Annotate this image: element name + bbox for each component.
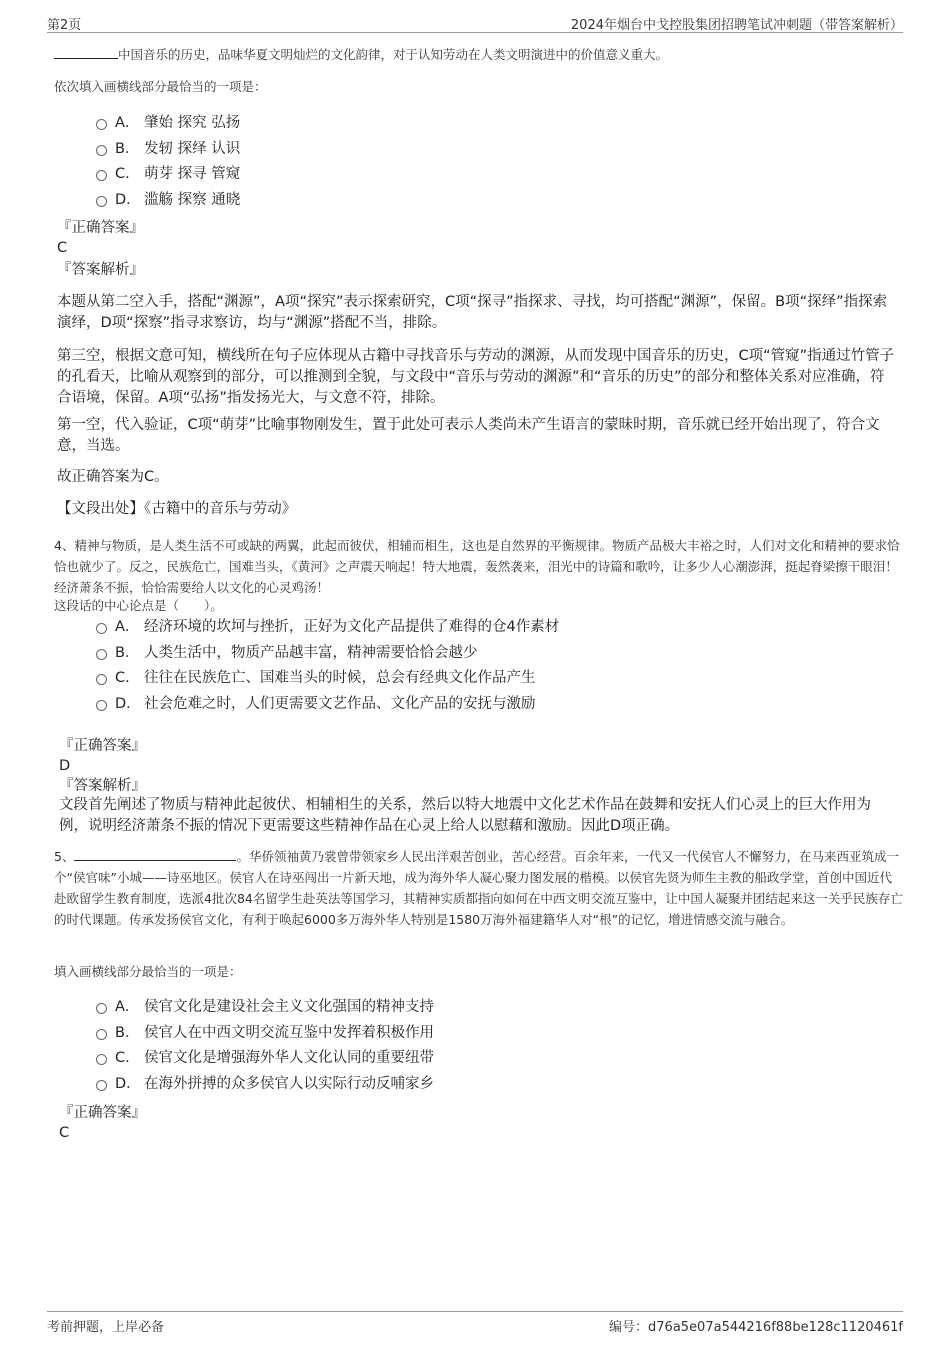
q3-analysis-p4: 故正确答案为C。: [57, 469, 169, 485]
q3-source: 【文段出处】《古籍中的音乐与劳动》: [57, 501, 297, 517]
fill-blank: [54, 45, 118, 59]
radio-icon[interactable]: [96, 119, 107, 130]
radio-icon[interactable]: [96, 1054, 107, 1065]
radio-icon[interactable]: [96, 145, 107, 156]
q4-analysis: 文段首先阐述了物质与精神此起彼伏、相辅相生的关系，然后以特大地震中文化艺术作品在鼓舞和安抚人们心灵上的巨大作用为例，说明经济萧条不振的情况下更需要这些精神作品在心灵上给人以慰藉和激励。因此D项正确。: [59, 797, 871, 834]
document-title: 2024年烟台中戈控股集团招聘笔试冲刺题（带答案解析）: [570, 18, 903, 33]
radio-icon[interactable]: [96, 1003, 107, 1014]
page-footer: [47, 1311, 903, 1334]
q5-answer-label: 『正确答案』: [59, 1105, 146, 1121]
q3-analysis-label: 『答案解析』: [57, 262, 144, 278]
footer-slogan: 考前押题，上岸必备: [47, 1320, 165, 1335]
q5-prompt: 填入画横线部分最恰当的一项是：: [54, 964, 242, 979]
radio-icon[interactable]: [96, 674, 107, 685]
code-value: d76a5e07a544216f88be128c1120461f: [648, 1320, 903, 1335]
radio-icon[interactable]: [96, 196, 107, 207]
page-number: 第2页: [47, 18, 82, 33]
radio-icon[interactable]: [96, 170, 107, 181]
document-code: [609, 1316, 903, 1335]
q4-stem: 4、精神与物质，是人类生活不可或缺的两翼，此起而彼伏，相辅而相生，这也是自然界的平衡规律。物质产品极大丰裕之时，人们对文化和精神的要求恰恰也就少了。反之，民族危亡，国难当头，《黄河》之声震天响起！特大地震，轰然袭来，泪光中的诗篇和歌吟，让多少人心潮澎湃，挺起脊梁擦干眼泪！经济萧条不振，恰恰需要给人以文化的心灵鸡汤！: [54, 538, 900, 595]
q3-analysis-p3: 第一空，代入验证，C项“萌芽”比喻事物刚发生，置于此处可表示人类尚未产生语言的蒙昧时期，音乐就已经开始出现了，符合文意，当选。: [57, 417, 880, 454]
q3-answer-label: 『正确答案』: [57, 220, 144, 236]
radio-icon[interactable]: [96, 649, 107, 660]
q5-stem-text: 。华侨领袖黄乃裳曾带领家乡人民出洋艰苦创业，苦心经营。百余年来，一代又一代侯官人不懈努力，在马来西亚筑成一个“侯官味”小城——诗巫地区。侯官人在诗巫闯出一片新天地，成为海外华人凝心聚力图发展的楷模。以侯官先贤为师生主教的船政学堂，首创中国近代赴欧留学生教育制度，选派4批次84名留学生赴英法等国学习，其精神实质都指向如何在中西文明交流互鉴中，让中国人凝聚并团结起来这一关乎民族存亡的时代课题。传承发扬侯官文化，有利于唤起6000多万海外华人特别是1580万海外福建籍华人对“根”的记忆，增进情感交流与融合。: [54, 849, 903, 927]
radio-icon[interactable]: [96, 623, 107, 634]
q3-answer: C: [57, 240, 68, 256]
fill-blank: [74, 847, 236, 861]
page-header: [47, 12, 903, 33]
q4-answer-label: 『正确答案』: [59, 738, 146, 754]
q3-stem: [54, 44, 904, 65]
q4-answer: D: [59, 758, 71, 774]
q5-stem: [54, 846, 904, 930]
code-label: 编号：: [609, 1320, 649, 1335]
radio-icon[interactable]: [96, 700, 107, 711]
q3-stem-text: 中国音乐的历史，品味华夏文明灿烂的文化韵律，对于认知劳动在人类文明演进中的价值意义重大。: [118, 47, 669, 62]
q5-number: 5、: [54, 849, 75, 864]
radio-icon[interactable]: [96, 1029, 107, 1040]
q3-prompt: 依次填入画横线部分最恰当的一项是：: [54, 79, 267, 94]
q4-analysis-label: 『答案解析』: [59, 778, 146, 794]
q4-prompt: 这段话的中心论点是（ ）。: [54, 598, 223, 613]
q5-answer: C: [59, 1125, 70, 1141]
q3-analysis-p2: 第三空，根据文意可知，横线所在句子应体现从古籍中寻找音乐与劳动的渊源，从而发现中国音乐的历史，C项“管窥”指通过竹管子的孔看天，比喻从观察到的部分，可以推测到全貌，与文段中“音乐与劳动的渊源”和“音乐的历史”的部分和整体关系对应准确，符合语境，保留。A项“弘扬”指发扬光大，与文意不符，排除。: [57, 348, 895, 406]
radio-icon[interactable]: [96, 1080, 107, 1091]
q3-analysis-p1: 本题从第二空入手，搭配“渊源”，A项“探究”表示探索研究，C项“探寻”指探求、寻找，均可搭配“渊源”，保留。B项“探绎”指探索演绎，D项“探察”指寻求察访，均与“渊源”搭配不当，排除。: [57, 294, 888, 331]
